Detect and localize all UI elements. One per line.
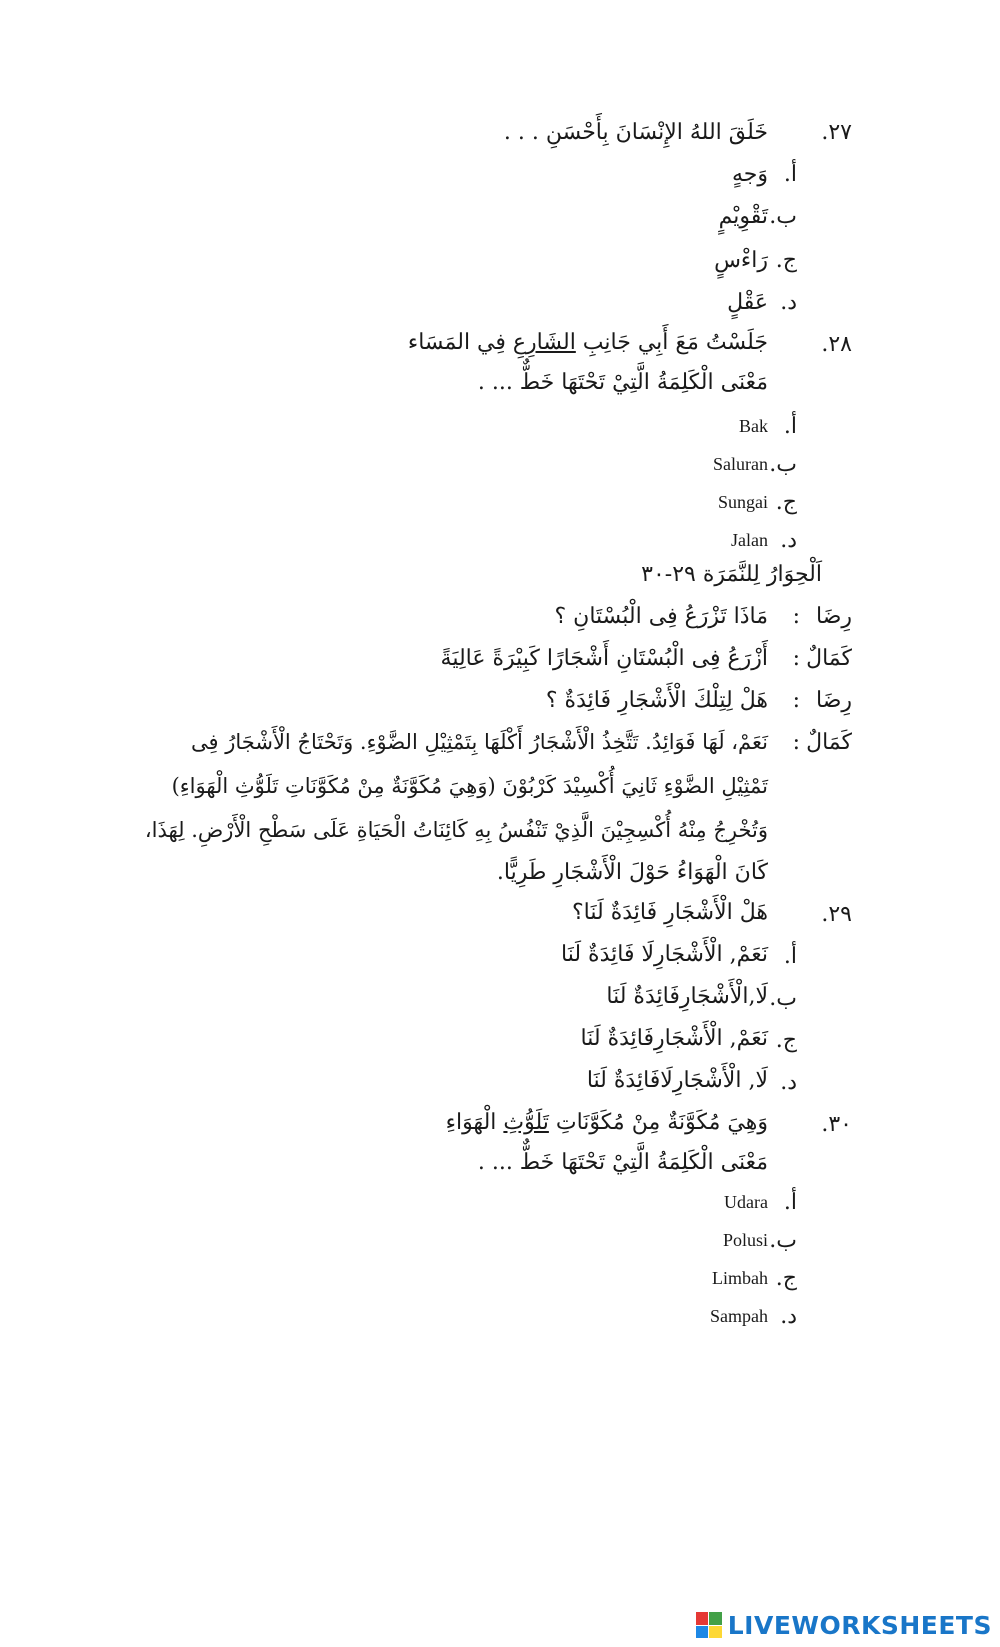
dialog-line-1: مَاذَا تَزْرَعُ فِى الْبُسْتَانِ ؟ — [554, 604, 768, 629]
q28-option-d-letter: د. — [780, 528, 797, 553]
q28-option-a-letter: أ. — [783, 414, 797, 439]
liveworksheets-logo-icon — [696, 1612, 722, 1638]
question-28-instruction: مَعْنَى الْكَلِمَةُ الَّتِيْ تَحْتَهَا خَطٌّ ... . — [477, 370, 768, 395]
dialog-continuation-2: وَتُخْرِجُ مِنْهُ أُكْسِجِيْنَ الَّذِيْ تَنْفُسُ بِهِ كَائِنَاتُ الْحَيَاةِ عَلَى سَطْحِ الْأَرْضِ. لِهَذَا، — [144, 818, 768, 842]
dialog-continuation-3: كَانَ الْهَوَاءُ حَوْلَ الْأَشْجَارِ طَرِيًّا. — [496, 860, 768, 885]
q29-option-b-letter: ب. — [769, 986, 797, 1011]
q28-underlined-word: الشَارِعِ — [512, 330, 576, 355]
question-30-number: ٣٠. — [821, 1112, 852, 1137]
question-29-text: هَلْ الْأَشْجَارِ فَائِدَةٌ لَنَا؟ — [571, 900, 768, 925]
q30-option-d-letter: د. — [780, 1304, 797, 1329]
q28-text-after: فِي المَسَاء — [407, 330, 513, 355]
logo-text: LIVEWORKSHEETS — [727, 1610, 992, 1640]
q29-option-a-letter: أ. — [783, 944, 797, 969]
q28-option-a[interactable]: Bak — [739, 416, 768, 436]
question-28-number: ٢٨. — [821, 332, 852, 357]
q27-option-d-letter: د. — [780, 290, 797, 315]
q27-option-a-letter: أ. — [783, 162, 797, 187]
q29-option-c[interactable]: نَعَمْ, الْأَشْجَارِفَائِدَةٌ لَنَا — [580, 1026, 768, 1051]
q27-option-a[interactable]: وَجهٍ — [731, 162, 768, 187]
q27-option-c-letter: ج. — [775, 248, 797, 273]
q30-option-d[interactable]: Sampah — [710, 1306, 768, 1326]
dialog-continuation-1: تَمْثِيْلِ الضَّوْءِ ثَانِيَ أُكْسِيْدَ كَرْبُوْنَ (وَهِيَ مُكَوَّنَةٌ مِنْ مُكَوَّنَاتِ تَلَوُّثِ الْهَوَاءِ) — [171, 774, 768, 798]
q30-text-before: وَهِيَ مُكَوَّنَةٌ مِنْ مُكَوَّنَاتِ — [548, 1110, 768, 1135]
q30-option-c[interactable]: Limbah — [712, 1268, 768, 1288]
logo-square-2 — [709, 1612, 722, 1625]
q28-option-d[interactable]: Jalan — [731, 530, 768, 550]
question-30-instruction: مَعْنَى الْكَلِمَةُ الَّتِيْ تَحْتَهَا خَطٌّ ... . — [477, 1150, 768, 1175]
q30-option-c-letter: ج. — [775, 1266, 797, 1291]
q27-option-d[interactable]: عَقْلٍ — [727, 290, 768, 315]
dialog-line-4: نَعَمْ، لَهَا فَوَائِدُ. تَتَّخِذُ الْأَشْجَارُ أَكْلَهَا بِتَمْثِيْلِ الضَّوْءِ. وَتَحْتَاجُ الْأَشْجَارُ فِى — [191, 730, 768, 754]
q28-option-b[interactable]: Saluran — [713, 454, 768, 474]
q30-option-b-letter: ب. — [769, 1228, 797, 1253]
q30-underlined-word: تَلَوُّثِ — [503, 1110, 549, 1135]
question-28-text — [408, 330, 768, 355]
dialog-heading: اَلْحِوَارُ لِلنَّمَرَة ٢٩-٣٠ — [641, 562, 822, 587]
q30-option-b[interactable]: Polusi — [722, 1230, 768, 1250]
q30-text-after: الْهَوَاءِ — [445, 1110, 504, 1135]
q30-option-a-letter: أ. — [783, 1190, 797, 1215]
question-30-text — [446, 1110, 768, 1135]
dialog-speaker-1: رِضَا — [815, 604, 852, 629]
logo-square-4 — [709, 1626, 722, 1639]
logo-square-1 — [696, 1612, 709, 1625]
q29-option-d-letter: د. — [780, 1070, 797, 1095]
q29-option-d[interactable]: لَا, الْأَشْجَارِلَافَائِدَةٌ لَنَا — [586, 1068, 768, 1093]
q28-option-c[interactable]: Sungai — [717, 492, 768, 512]
q27-option-b-letter: ب. — [769, 204, 797, 229]
dialog-colon-1: : — [792, 604, 800, 629]
q28-option-c-letter: ج. — [775, 490, 797, 515]
question-29-number: ٢٩. — [821, 902, 852, 927]
dialog-colon-4: : — [792, 730, 800, 755]
q29-option-b[interactable]: لَا,الْأَشْجَارِفَائِدَةٌ لَنَا — [606, 984, 768, 1009]
q27-option-b[interactable]: تَقْوِيْمٍ — [718, 204, 768, 229]
logo-square-3 — [696, 1626, 709, 1639]
q28-option-b-letter: ب. — [769, 452, 797, 477]
question-27-text: خَلَقَ اللهُ الإِنْسَانَ بِأَحْسَنِ . . . — [503, 120, 768, 145]
q29-option-c-letter: ج. — [775, 1028, 797, 1053]
dialog-speaker-2: كَمَالٌ — [806, 646, 852, 671]
dialog-line-2: أَزْرَعُ فِى الْبُسْتَانِ أَشْجَارًا كَبِيْرَةً عَالِيَةً — [440, 646, 768, 671]
dialog-colon-2: : — [792, 646, 800, 671]
question-27-number: ٢٧. — [821, 120, 852, 145]
q29-option-a[interactable]: نَعَمْ, الْأَشْجَارِلَا فَائِدَةٌ لَنَا — [561, 942, 768, 967]
q28-text-before: جَلَسْتُ مَعَ أَبِي جَانِبِ — [575, 330, 768, 355]
dialog-speaker-4: كَمَالٌ — [806, 730, 852, 755]
q27-option-c[interactable]: رَاءْسٍ — [714, 248, 768, 273]
liveworksheets-logo[interactable] — [696, 1610, 992, 1640]
dialog-colon-3: : — [792, 688, 800, 713]
q30-option-a[interactable]: Udara — [724, 1192, 768, 1212]
dialog-line-3: هَلْ لِتِلْكَ الْأَشْجَارِ فَائِدَةٌ ؟ — [545, 688, 768, 713]
dialog-speaker-3: رِضَا — [815, 688, 852, 713]
